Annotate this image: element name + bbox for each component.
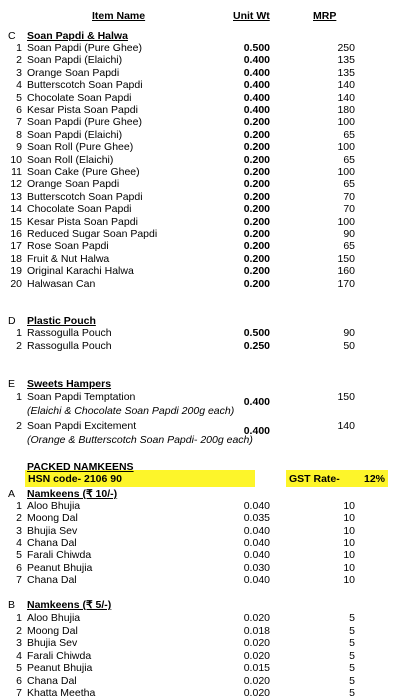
item-mrp: 150	[337, 391, 355, 403]
item-number: 8	[16, 128, 22, 141]
item-row	[0, 340, 400, 353]
item-unit-wt: 0.015	[243, 662, 270, 674]
header-unit-wt: Unit Wt	[233, 10, 270, 22]
item-name: Soan Roll (Pure Ghee)	[27, 141, 134, 154]
item-number: 17	[10, 240, 22, 253]
item-number: 7	[16, 116, 22, 129]
item-row	[0, 141, 400, 154]
item-unit-wt: 0.200	[243, 141, 270, 154]
item-name: Soan Cake (Pure Ghee)	[27, 166, 140, 178]
item-mrp: 100	[337, 141, 355, 154]
section-letter: C	[8, 30, 16, 42]
item-name: Chocolate Soan Papdi	[27, 91, 132, 104]
item-mrp: 5	[349, 637, 355, 649]
item-name: Butterscotch Soan Papdi	[27, 190, 143, 203]
item-number: 3	[16, 637, 22, 649]
item-mrp: 140	[337, 420, 355, 432]
item-number: 11	[11, 166, 22, 178]
section-title: Sweets Hampers	[27, 378, 112, 390]
item-name: Peanut Bhujia	[27, 561, 93, 574]
packed-namkeens-title-row	[0, 461, 400, 474]
item-unit-wt: 0.200	[243, 277, 270, 290]
item-row	[0, 166, 400, 179]
item-unit-wt: 0.020	[243, 612, 270, 624]
item-unit-wt: 0.500	[243, 327, 270, 339]
section-title: Plastic Pouch	[27, 315, 96, 327]
item-name: Soan Roll (Elaichi)	[27, 153, 114, 166]
item-name: Aloo Bhujia	[27, 612, 81, 624]
item-row	[0, 537, 400, 550]
item-row	[0, 104, 400, 117]
item-mrp: 250	[337, 42, 355, 54]
item-unit-wt: 0.018	[243, 624, 270, 637]
item-mrp: 65	[343, 178, 355, 191]
item-row	[0, 240, 400, 253]
item-name: Reduced Sugar Soan Papdi	[27, 228, 158, 240]
item-unit-wt: 0.200	[243, 166, 270, 178]
item-mrp: 150	[337, 252, 355, 265]
item-number: 7	[16, 573, 22, 586]
item-row	[0, 278, 400, 291]
item-unit-wt: 0.200	[243, 190, 270, 203]
item-number: 2	[16, 420, 22, 432]
item-row	[0, 129, 400, 142]
item-mrp: 50	[343, 339, 355, 352]
item-name: Chocolate Soan Papdi	[27, 203, 132, 216]
section-title: Namkeens (₹ 10/-)	[27, 488, 118, 500]
item-row	[0, 420, 400, 437]
section-title: Soan Papdi & Halwa	[27, 30, 128, 42]
item-row	[0, 625, 400, 638]
gst-rate-value: 12%	[364, 473, 386, 485]
item-number: 6	[16, 104, 22, 116]
item-name: Moong Dal	[27, 624, 78, 637]
item-row	[0, 525, 400, 538]
item-row	[0, 191, 400, 204]
item-unit-wt: 0.040	[243, 500, 270, 512]
packed-namkeens-title: PACKED NAMKEENS	[27, 461, 134, 473]
item-mrp: 10	[343, 500, 355, 512]
item-unit-wt: 0.200	[243, 252, 270, 265]
item-name: Soan Papdi (Elaichi)	[27, 128, 123, 141]
item-unit-wt: 0.040	[243, 524, 270, 537]
item-row	[0, 687, 400, 700]
section-sweets-hampers	[0, 378, 400, 391]
item-number: 5	[16, 662, 22, 674]
item-row	[0, 612, 400, 625]
header-mrp: MRP	[313, 10, 337, 22]
item-unit-wt: 0.200	[243, 116, 270, 129]
item-number: 9	[16, 141, 22, 154]
item-name: Moong Dal	[27, 512, 78, 525]
item-number: 12	[10, 178, 22, 191]
item-number: 1	[16, 327, 22, 339]
item-row	[0, 92, 400, 105]
header-item-name: Item Name	[92, 10, 146, 22]
item-row	[0, 650, 400, 663]
item-name: Orange Soan Papdi	[27, 66, 120, 79]
item-unit-wt: 0.040	[243, 549, 270, 562]
item-name: Farali Chiwda	[27, 649, 92, 662]
item-unit-wt: 0.400	[243, 396, 270, 408]
item-unit-wt: 0.200	[243, 228, 270, 240]
item-mrp: 100	[337, 116, 355, 129]
item-unit-wt: 0.200	[243, 240, 270, 253]
item-number: 5	[16, 549, 22, 562]
item-number: 6	[16, 674, 22, 687]
item-unit-wt: 0.400	[243, 425, 270, 437]
item-name: Chana Dal	[27, 674, 77, 687]
item-name: Bhujia Sev	[27, 524, 78, 537]
item-name: Orange Soan Papdi	[27, 178, 120, 191]
item-name: Original Karachi Halwa	[27, 265, 134, 278]
item-number: 14	[10, 203, 22, 216]
item-name: Chana Dal	[27, 536, 77, 549]
hsn-code: HSN code- 2106 90	[28, 473, 122, 485]
item-mrp: 65	[343, 153, 355, 166]
item-row	[0, 228, 400, 241]
item-row	[0, 574, 400, 587]
item-row	[0, 54, 400, 67]
item-row	[0, 67, 400, 80]
section-letter: A	[8, 488, 16, 500]
item-row	[0, 253, 400, 266]
item-row	[0, 662, 400, 675]
item-name: Soan Papdi (Pure Ghee)	[27, 42, 142, 54]
item-row	[0, 549, 400, 562]
item-unit-wt: 0.020	[243, 674, 270, 687]
item-name: Soan Papdi Temptation	[27, 391, 136, 403]
item-unit-wt: 0.400	[243, 54, 270, 67]
item-mrp: 170	[337, 277, 355, 290]
item-unit-wt: 0.400	[243, 104, 270, 116]
item-mrp: 135	[337, 66, 355, 79]
item-row	[0, 391, 400, 408]
item-name: Chana Dal	[27, 573, 77, 586]
item-unit-wt: 0.500	[243, 42, 270, 54]
item-number: 1	[16, 500, 22, 512]
item-mrp: 5	[349, 674, 355, 687]
item-note-row	[0, 434, 400, 447]
item-name: Soan Papdi Excitement	[27, 420, 137, 432]
item-mrp: 100	[337, 215, 355, 228]
item-number: 3	[16, 524, 22, 537]
column-header-row	[0, 10, 400, 23]
item-unit-wt: 0.030	[243, 561, 270, 574]
item-name: Soan Papdi (Pure Ghee)	[27, 116, 142, 129]
item-number: 7	[16, 687, 22, 699]
item-unit-wt: 0.040	[243, 536, 270, 549]
item-number: 2	[16, 54, 22, 67]
item-number: 6	[16, 561, 22, 574]
item-number: 3	[16, 66, 22, 79]
item-name: Halwasan Can	[27, 277, 96, 290]
item-name: Kesar Pista Soan Papdi	[27, 104, 138, 116]
item-name: Soan Papdi (Elaichi)	[27, 54, 123, 67]
item-unit-wt: 0.020	[243, 687, 270, 699]
item-number: 5	[16, 91, 22, 104]
item-row	[0, 203, 400, 216]
item-mrp: 90	[343, 327, 355, 339]
item-mrp: 10	[343, 561, 355, 574]
item-number: 4	[16, 649, 22, 662]
item-unit-wt: 0.400	[243, 66, 270, 79]
item-mrp: 140	[337, 91, 355, 104]
item-name: Kesar Pista Soan Papdi	[27, 215, 138, 228]
item-name: Bhujia Sev	[27, 637, 78, 649]
item-mrp: 10	[343, 573, 355, 586]
item-unit-wt: 0.250	[243, 339, 270, 352]
item-name: Butterscotch Soan Papdi	[27, 79, 143, 92]
item-unit-wt: 0.400	[243, 91, 270, 104]
item-number: 4	[16, 79, 22, 92]
item-mrp: 135	[337, 54, 355, 67]
item-name: Rose Soan Papdi	[27, 240, 109, 253]
item-row	[0, 500, 400, 513]
item-number: 19	[10, 265, 22, 278]
item-note: (Orange & Butterscotch Soan Papdi- 200g each)	[27, 434, 253, 446]
item-row	[0, 42, 400, 55]
item-mrp: 140	[337, 79, 355, 92]
item-name: Rassogulla Pouch	[27, 339, 112, 352]
item-mrp: 10	[343, 549, 355, 562]
item-mrp: 70	[343, 203, 355, 216]
gst-rate-label: GST Rate-	[289, 473, 340, 485]
item-mrp: 10	[343, 512, 355, 525]
item-mrp: 5	[349, 687, 355, 699]
item-unit-wt: 0.200	[243, 265, 270, 278]
item-mrp: 160	[337, 265, 355, 278]
item-name: Peanut Bhujia	[27, 662, 93, 674]
item-mrp: 5	[349, 612, 355, 624]
item-unit-wt: 0.200	[243, 153, 270, 166]
item-row	[0, 116, 400, 129]
item-unit-wt: 0.200	[243, 215, 270, 228]
section-letter: D	[8, 315, 16, 327]
item-row	[0, 79, 400, 92]
item-row	[0, 178, 400, 191]
item-mrp: 5	[349, 649, 355, 662]
item-row	[0, 216, 400, 229]
item-row	[0, 637, 400, 650]
item-row	[0, 265, 400, 278]
item-unit-wt: 0.400	[243, 79, 270, 92]
item-number: 2	[16, 512, 22, 525]
item-number: 10	[10, 153, 22, 166]
item-name: Farali Chiwda	[27, 549, 92, 562]
item-mrp: 10	[343, 536, 355, 549]
item-number: 15	[10, 215, 22, 228]
item-mrp: 5	[349, 662, 355, 674]
item-number: 1	[16, 612, 22, 624]
item-unit-wt: 0.040	[243, 573, 270, 586]
item-mrp: 10	[343, 524, 355, 537]
item-unit-wt: 0.200	[243, 178, 270, 191]
item-row	[0, 327, 400, 340]
item-number: 16	[10, 228, 22, 240]
item-unit-wt: 0.200	[243, 128, 270, 141]
item-name: Aloo Bhujia	[27, 500, 81, 512]
item-unit-wt: 0.020	[243, 649, 270, 662]
section-title: Namkeens (₹ 5/-)	[27, 599, 112, 611]
item-row	[0, 154, 400, 167]
item-mrp: 5	[349, 624, 355, 637]
section-namkeens-5	[0, 599, 400, 612]
item-number: 2	[16, 339, 22, 352]
item-note-row	[0, 405, 400, 418]
item-row	[0, 562, 400, 575]
section-letter: E	[8, 378, 16, 390]
item-number: 2	[16, 624, 22, 637]
item-row	[0, 512, 400, 525]
item-number: 20	[10, 277, 22, 290]
item-mrp: 65	[343, 128, 355, 141]
item-note: (Elaichi & Chocolate Soan Papdi 200g each)	[27, 405, 235, 417]
item-mrp: 180	[337, 104, 355, 116]
item-name: Khatta Meetha	[27, 687, 96, 699]
item-mrp: 65	[343, 240, 355, 253]
section-letter: B	[8, 599, 16, 611]
item-mrp: 90	[343, 228, 355, 240]
item-number: 18	[10, 252, 22, 265]
item-mrp: 70	[343, 190, 355, 203]
item-name: Fruit & Nut Halwa	[27, 252, 110, 265]
item-number: 1	[16, 42, 22, 54]
item-name: Rassogulla Pouch	[27, 327, 112, 339]
item-unit-wt: 0.035	[243, 512, 270, 525]
item-unit-wt: 0.200	[243, 203, 270, 216]
item-unit-wt: 0.020	[243, 637, 270, 649]
item-mrp: 100	[337, 166, 355, 178]
item-number: 4	[16, 536, 22, 549]
item-row	[0, 675, 400, 688]
item-number: 1	[16, 391, 22, 403]
item-number: 13	[10, 190, 22, 203]
